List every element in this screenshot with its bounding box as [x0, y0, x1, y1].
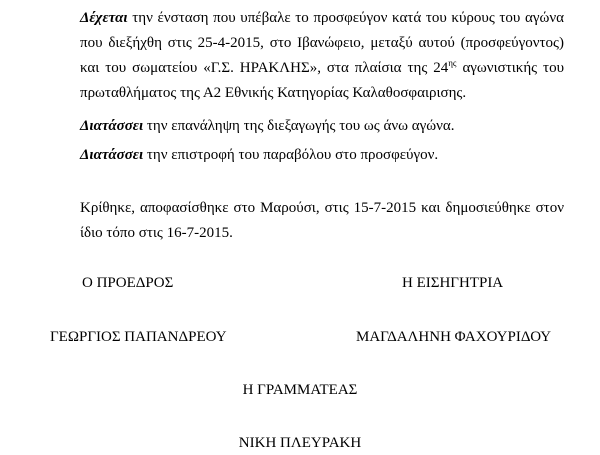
ordinal-superscript: ης — [448, 58, 457, 68]
verb-accepts: Δέχεται — [80, 10, 128, 26]
verb-orders-2: Διατάσσει — [80, 147, 144, 163]
secretary-name: ΝΙΚΗ ΠΛΕΥΡΑΚΗ — [238, 435, 362, 451]
secretary-title: Η ΓΡΑΜΜΑΤΕΑΣ — [242, 382, 358, 398]
president-name: ΓΕΩΡΓΙΟΣ ΠΑΠΑΝΔΡΕΟΥ — [50, 329, 227, 345]
rapporteur-name: ΜΑΓΔΑΛΗΝΗ ΦΑΧΟΥΡΙΔΟΥ — [356, 329, 552, 345]
paragraph1-text-a: την ένσταση που υπέβαλε το προσφεύγον κατά του κύρους του αγώνα που διεξήχθη στις 25-4-2015, στο Ιβανώφειο, μεταξύ αυτού (προσφεύγοντος) και του σωματείου «Γ.Σ. ΗΡΑΚΛΗΣ», στα πλαίσια της 24 — [80, 10, 564, 76]
paragraph4-text: Κρίθηκε, αποφασίσθηκε στο Μαρούσι, στις 15-7-2015 και δημοσιεύθηκε στον ίδιο τόπο στις 16-7-2015. — [80, 200, 564, 241]
paragraph-accepts-objection — [80, 6, 564, 106]
paragraph-decided-published — [80, 196, 564, 246]
paragraph3-text: την επιστροφή του παραβόλου στο προσφεύγον. — [143, 147, 439, 163]
paragraph2-text: την επανάληψη της διεξαγωγής του ως άνω αγώνα. — [143, 118, 455, 134]
verb-orders-1: Διατάσσει — [80, 118, 144, 134]
paragraph-orders-refund — [80, 143, 564, 168]
paragraph1-text-b: αγωνιστικής του πρωταθλήματος της Α2 Εθνικής Κατηγορίας Καλαθοσφαιρισης. — [80, 60, 565, 101]
president-title: Ο ΠΡΟΕΔΡΟΣ — [82, 275, 174, 291]
rapporteur-title: Η ΕΙΣΗΓΗΤΡΙΑ — [402, 275, 504, 291]
paragraph-orders-replay — [80, 114, 564, 139]
